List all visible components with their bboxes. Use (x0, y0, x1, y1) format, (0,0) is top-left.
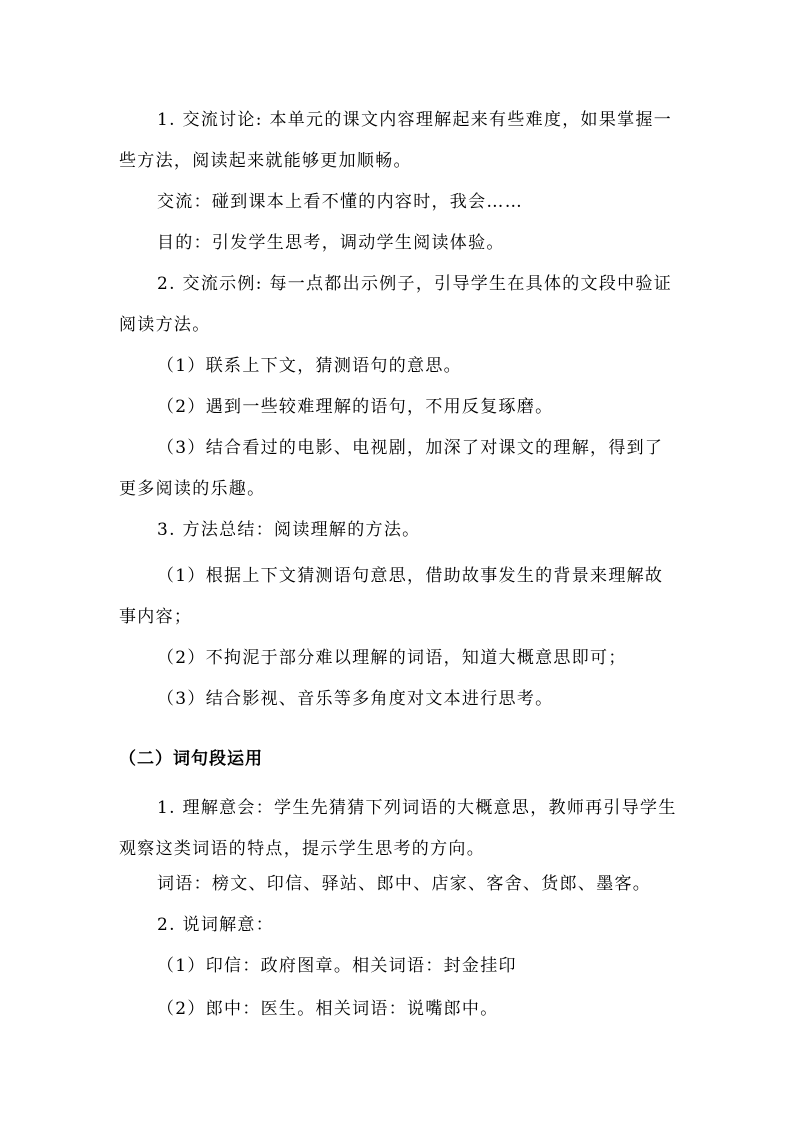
summary-item-3: （3）结合影视、音乐等多角度对文本进行思考。 (157, 689, 554, 709)
summary-heading-line: 3. 方法总结：阅读理解的方法。 (157, 520, 421, 540)
summary-item-1: （1）根据上下文猜测语句意思，借助故事发生的背景来理解故事内容； (119, 566, 664, 627)
discussion-paragraph: 1. 交流讨论: 本单元的课文内容理解起来有些难度，如果掌握一些方法，阅读起来就能够更加顺畅。 (119, 110, 673, 171)
example-item-3: （3）结合看过的电影、电视剧，加深了对课文的理解，得到了更多阅读的乐趣。 (119, 438, 664, 499)
words-line: 词语：榜文、印信、驿站、郎中、店家、客舍、货郎、墨客。 (157, 874, 652, 894)
examples-paragraph: 2. 交流示例: 每一点都出示例子，引导学生在具体的文段中验证阅读方法。 (119, 274, 673, 335)
understanding-paragraph: 1. 理解意会：学生先猜猜下列词语的大概意思，教师再引导学生观察这类词语的特点，提示学生思考的方向。 (119, 798, 677, 859)
summary-item-2: （2）不拘泥于部分难以理解的词语，知道大概意思即可； (157, 648, 627, 668)
explain-item-2: （2）郎中：医生。相关词语：说嘴郎中。 (157, 999, 499, 1019)
section-heading: （二）词句段运用 (119, 749, 263, 769)
exchange-line: 交流：碰到课本上看不懂的内容时，我会…… (157, 192, 523, 212)
example-item-1: （1）联系上下文，猜测语句的意思。 (157, 356, 462, 376)
explain-item-1: （1）印信：政府图章。相关词语：封金挂印 (157, 956, 517, 976)
example-item-2: （2）遇到一些较难理解的语句，不用反复琢磨。 (157, 397, 554, 417)
purpose-line: 目的：引发学生思考，调动学生阅读体验。 (157, 233, 505, 253)
explain-heading-line: 2. 说词解意： (157, 915, 275, 935)
